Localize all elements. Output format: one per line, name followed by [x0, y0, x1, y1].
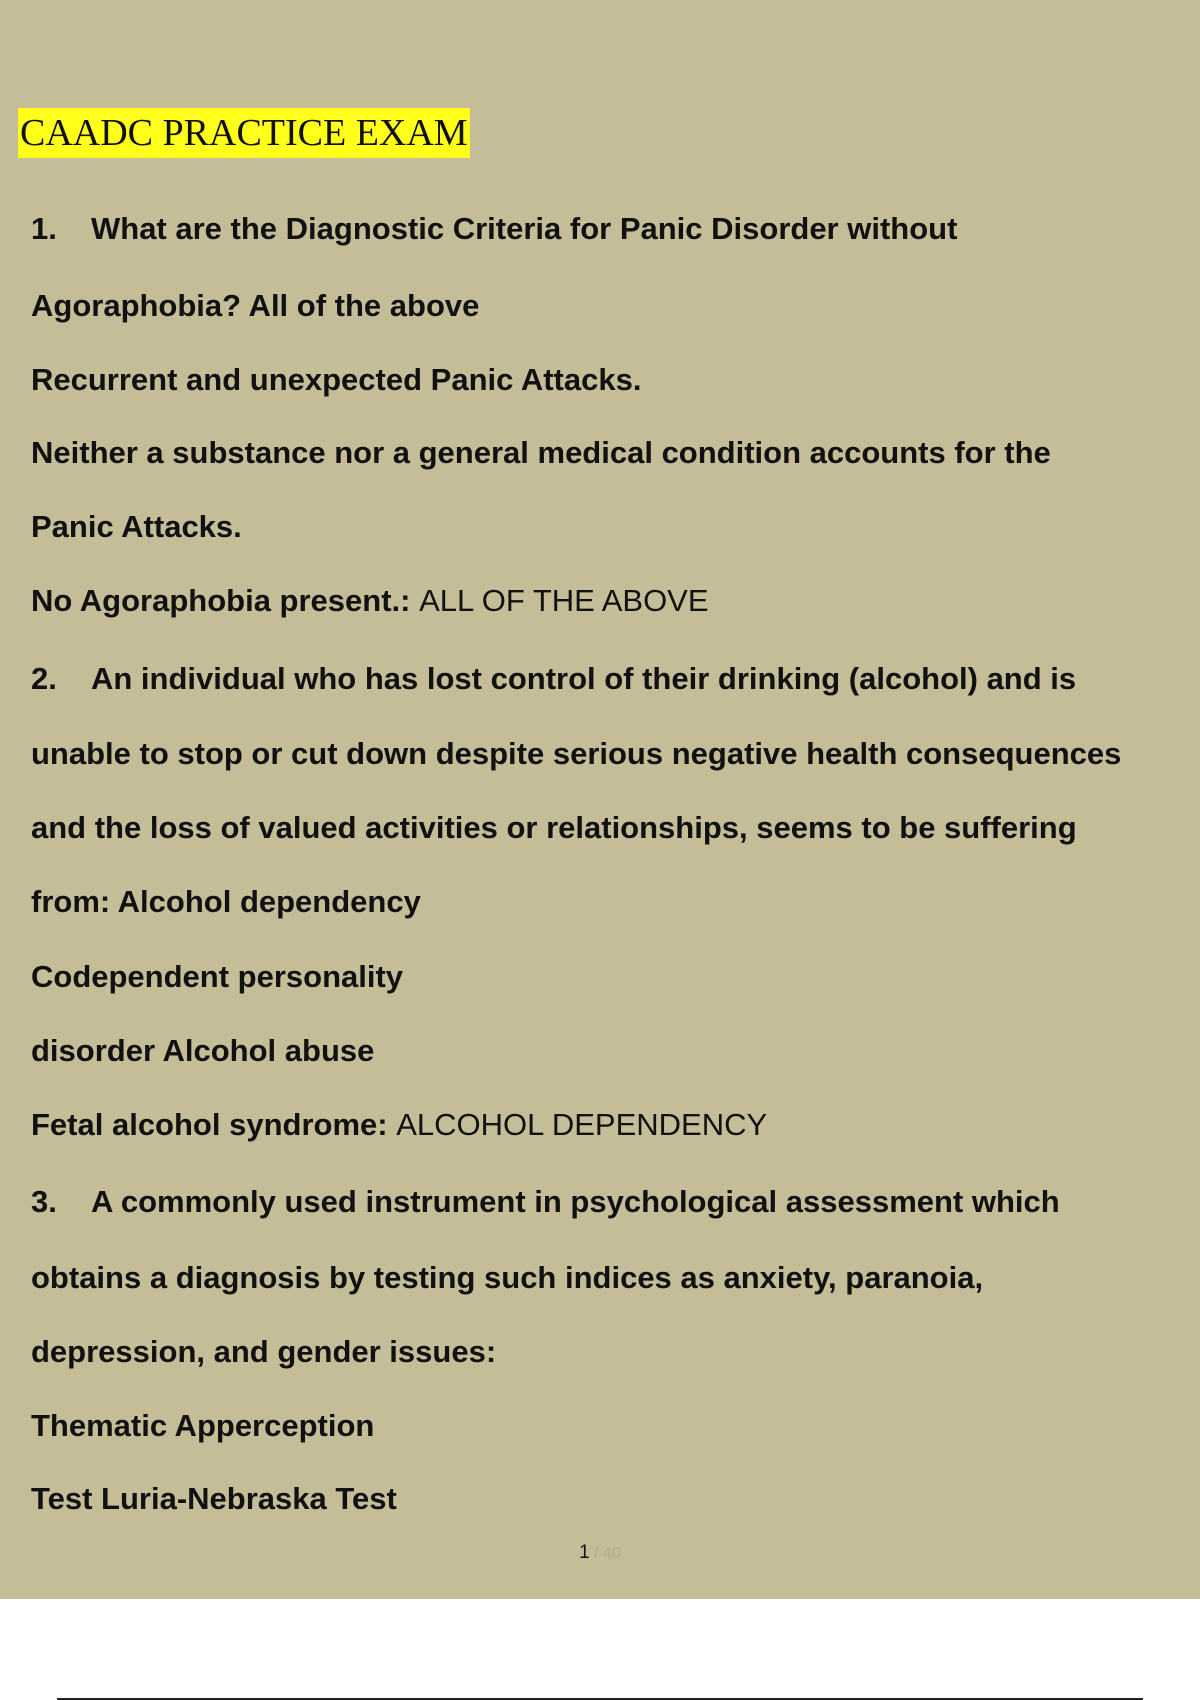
text-line	[31, 808, 1077, 848]
line-text: and the loss of valued activities or relationships, seems to be suffering	[31, 810, 1077, 845]
question-line	[31, 659, 1076, 699]
line-text: Codependent personality	[31, 959, 404, 994]
question-number: 1.	[31, 211, 57, 246]
line-text: Recurrent and unexpected Panic Attacks.	[31, 362, 642, 397]
text-line	[31, 1332, 496, 1372]
line-text: Thematic Apperception	[31, 1408, 375, 1443]
text-line	[31, 1479, 397, 1519]
line-text: What are the Diagnostic Criteria for Panic Disorder without	[91, 211, 958, 246]
question-number: 2.	[31, 661, 57, 696]
question-number: 3.	[31, 1184, 57, 1219]
total-pages: / 40	[589, 1545, 621, 1562]
text-line	[31, 957, 403, 997]
line-text: obtains a diagnosis by testing such indices as anxiety, paranoia,	[31, 1260, 984, 1295]
line-text: from: Alcohol dependency	[31, 884, 421, 919]
line-text: An individual who has lost control of their drinking (alcohol) and is	[91, 661, 1077, 696]
line-text: No Agoraphobia present.:	[31, 583, 420, 618]
line-text: Agoraphobia? All of the above	[31, 288, 480, 323]
text-line	[31, 360, 641, 400]
line-text: Panic Attacks.	[31, 509, 242, 544]
answer-text: ALCOHOL DEPENDENCY	[396, 1107, 768, 1142]
line-text: unable to stop or cut down despite serious negative health consequences	[31, 736, 1122, 771]
text-line	[31, 882, 421, 922]
text-line	[31, 433, 1051, 473]
line-text: depression, and gender issues:	[31, 1334, 497, 1369]
text-line	[31, 507, 242, 547]
question-line	[31, 1182, 1060, 1222]
answer-text: ALL OF THE ABOVE	[419, 583, 709, 618]
line-text: disorder Alcohol abuse	[31, 1033, 375, 1068]
page-title: CAADC PRACTICE EXAM	[18, 108, 470, 158]
line-text: Test Luria-Nebraska Test	[31, 1481, 397, 1516]
question-line	[31, 209, 957, 249]
text-line	[31, 1031, 374, 1071]
text-line	[31, 1406, 374, 1446]
line-text: A commonly used instrument in psychological assessment which	[91, 1184, 1060, 1219]
text-line	[31, 1105, 767, 1145]
text-line	[31, 734, 1121, 774]
line-text: Neither a substance nor a general medical condition accounts for the	[31, 435, 1051, 470]
page-indicator	[0, 1542, 1200, 1564]
current-page-number: 1	[579, 1542, 590, 1563]
text-line	[31, 1258, 983, 1298]
text-line	[31, 286, 479, 326]
text-line	[31, 581, 709, 621]
line-text: Fetal alcohol syndrome:	[31, 1107, 397, 1142]
